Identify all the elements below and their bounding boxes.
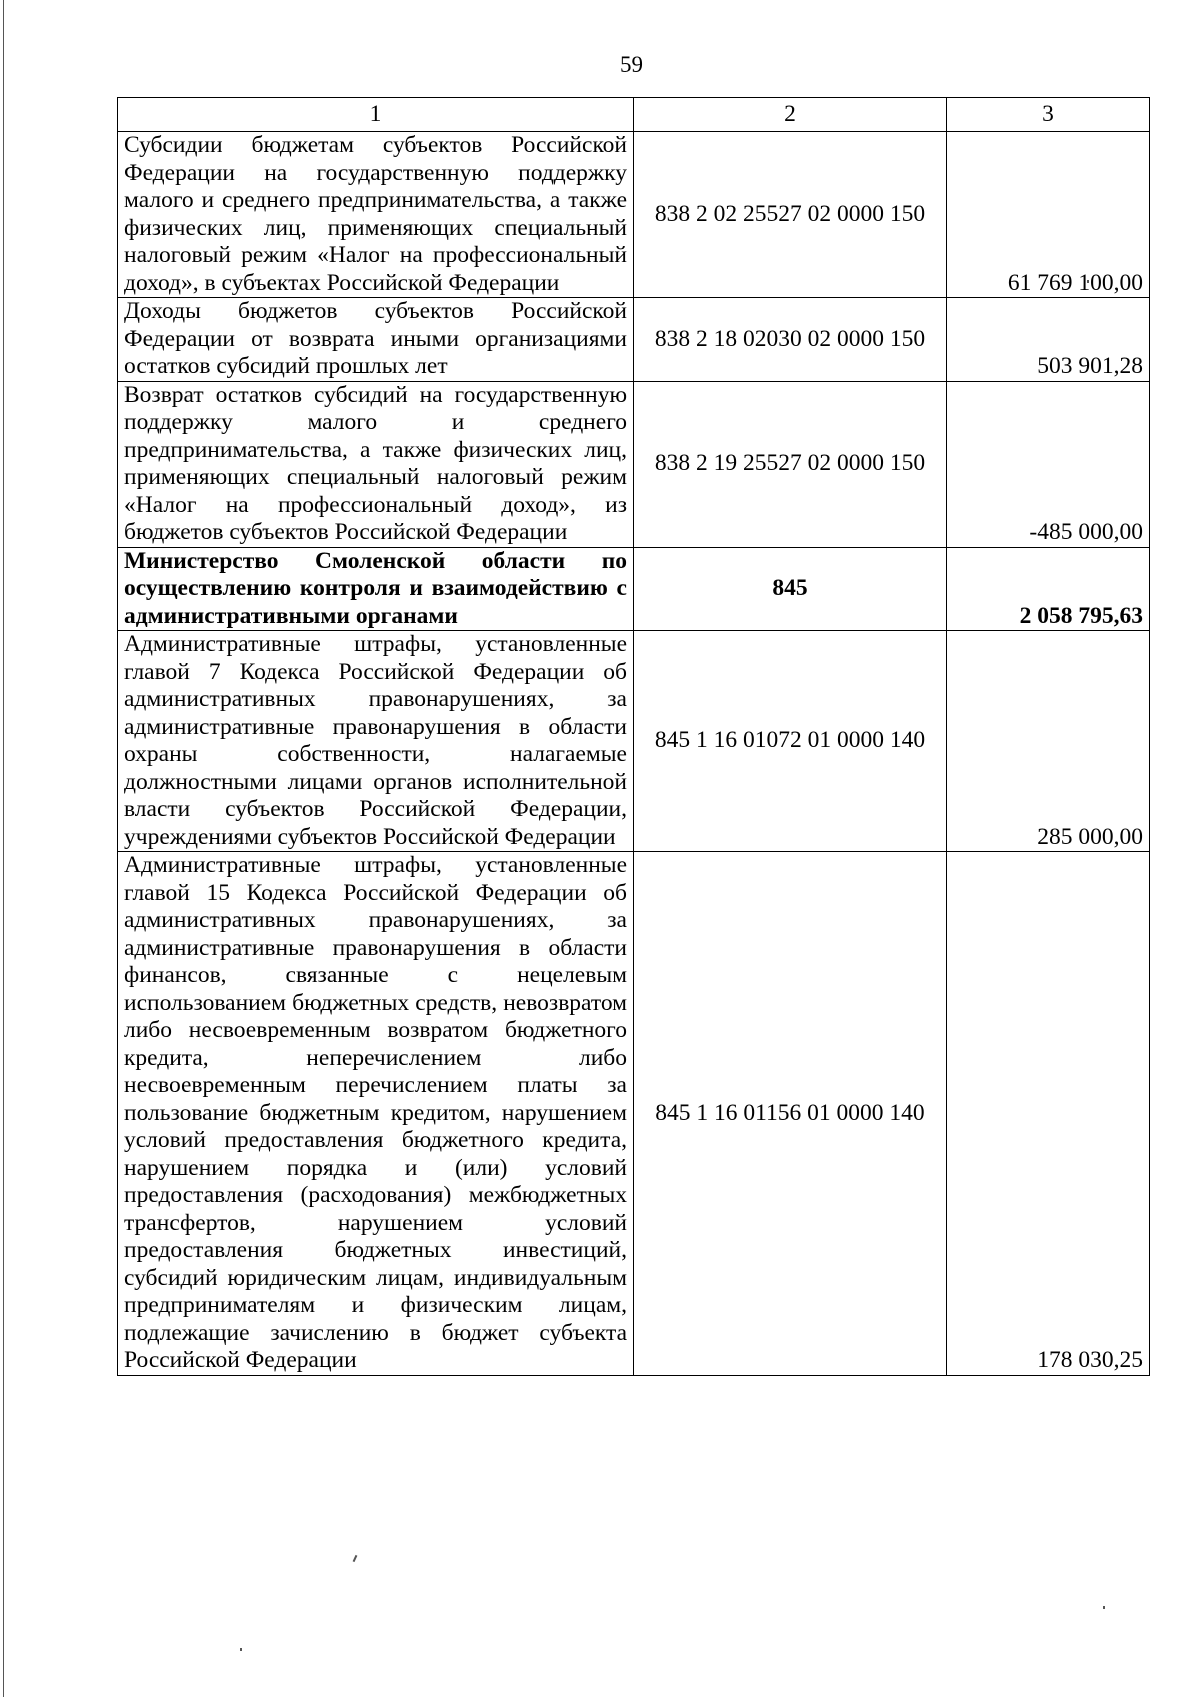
- row-description: Министерство Смоленской области по осуществлению контроля и взаимодействию с административными органами: [118, 547, 634, 631]
- row-code: 845 1 16 01156 01 0000 140: [634, 852, 947, 1376]
- row-code: 845 1 16 01072 01 0000 140: [634, 631, 947, 852]
- column-header: 1: [118, 98, 634, 132]
- row-amount: 178 030,25: [947, 852, 1150, 1376]
- row-description: Доходы бюджетов субъектов Российской Федерации от возврата иными организациями остатков субсидий прошлых лет: [118, 298, 634, 382]
- table-row: [118, 381, 1150, 547]
- row-amount: -485 000,00: [947, 381, 1150, 547]
- row-amount: 2 058 795,63: [947, 547, 1150, 631]
- table-row-ministry: [118, 547, 1150, 631]
- table-row: [118, 298, 1150, 382]
- page-number: 59: [620, 52, 643, 77]
- table-header-row: [118, 98, 1150, 132]
- row-description: Субсидии бюджетам субъектов Российской Федерации на государственную поддержку малого и среднего предпринимательства, а также физических лиц, применяющих специальный налоговый режим «Налог на профессиональный доход», в субъектах Российской Федерации: [118, 132, 634, 298]
- row-amount: 503 901,28: [947, 298, 1150, 382]
- row-description: Возврат остатков субсидий на государственную поддержку малого и среднего предпринимательства, а также физических лиц, применяющих специальный налоговый режим «Налог на профессиональный доход», из бюджетов субъектов Российской Федерации: [118, 381, 634, 547]
- scan-speck: [353, 1555, 358, 1562]
- row-amount: 61 769 100,00: [947, 132, 1150, 298]
- row-amount: 285 000,00: [947, 631, 1150, 852]
- row-code: 845: [634, 547, 947, 631]
- row-description: Административные штрафы, установленные главой 7 Кодекса Российской Федерации об административных правонарушениях, за административные правонарушения в области охраны собственности, налагаемые должностными лицами органов исполнительной власти субъектов Российской Федерации, учреждениями субъектов Российской Федерации: [118, 631, 634, 852]
- table-row: [118, 132, 1150, 298]
- row-code: 838 2 19 25527 02 0000 150: [634, 381, 947, 547]
- scan-edge-line: [3, 0, 4, 1697]
- scan-speck: [240, 1648, 242, 1651]
- row-code: 838 2 02 25527 02 0000 150: [634, 132, 947, 298]
- row-description: Административные штрафы, установленные главой 15 Кодекса Российской Федерации об административных правонарушениях, за административные правонарушения в области финансов, связанные с нецелевым использованием бюджетных средств, невозвратом либо несвоевременным возвратом бюджетного кредита, неперечислением либо несвоевременным перечислением платы за пользование бюджетным кредитом, нарушением условий предоставления бюджетного кредита, нарушением порядка и (или) условий предоставления (расходования) межбюджетных трансфертов, нарушением условий предоставления бюджетных инвестиций, субсидий юридическим лицам, индивидуальным предпринимателям и физическим лицам, подлежащие зачислению в бюджет субъекта Российской Федерации: [118, 852, 634, 1376]
- row-code: 838 2 18 02030 02 0000 150: [634, 298, 947, 382]
- scan-speck: [1103, 1606, 1105, 1609]
- revenue-table: [117, 97, 1150, 1376]
- column-header: 2: [634, 98, 947, 132]
- table-row: [118, 631, 1150, 852]
- column-header: 3: [947, 98, 1150, 132]
- table-row: [118, 852, 1150, 1376]
